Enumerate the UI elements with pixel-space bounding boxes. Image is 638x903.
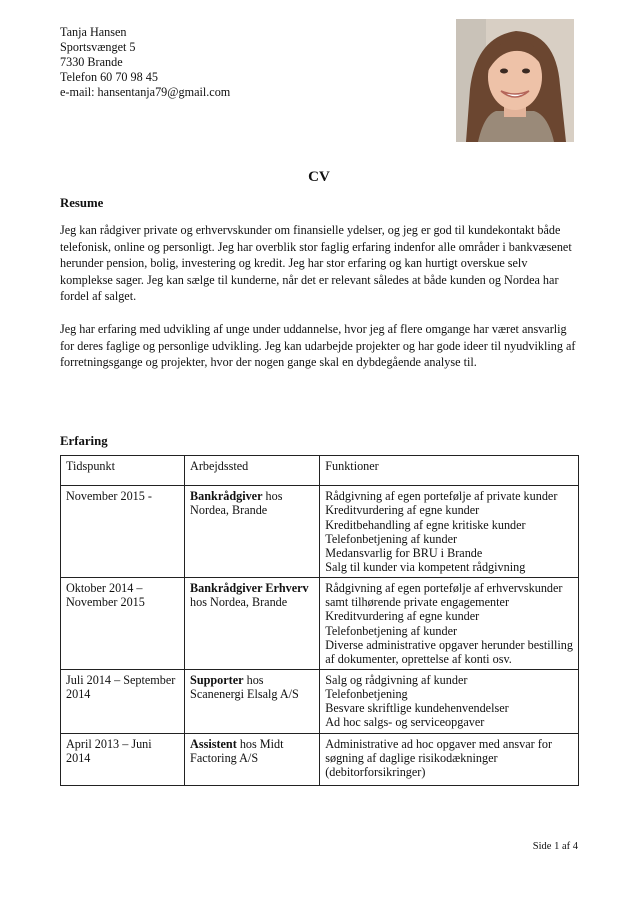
page-number: Side 1 af 4: [532, 841, 578, 852]
profile-photo: [456, 19, 574, 142]
function-item: Diverse administrative opgaver herunder bestilling: [325, 637, 573, 652]
function-item: Kreditvurdering af egne kunder: [325, 503, 480, 518]
workplace-name: hos Nordea, Brande: [190, 489, 283, 518]
table-row: [61, 669, 579, 733]
function-item: Kreditbehandling af egne kritiske kunder: [325, 517, 526, 532]
function-item: Salg og rådgivning af kunder: [325, 672, 468, 687]
contact-city: 7330 Brande: [60, 55, 123, 69]
period-cell: Oktober 2014 – November 2015: [61, 577, 185, 669]
function-item: Rådgivning af egen portefølje af private kunder: [325, 489, 558, 503]
function-item: samt tilhørende private engagementer: [325, 595, 510, 610]
function-item: (debitorforsikringer): [325, 765, 426, 780]
resume-paragraph-1: Jeg kan rådgiver private og erhvervskunder om finansielle ydelser, og jeg er god til kundekontakt både telefonisk, online og personligt. Jeg har overblik stor faglig erfaring indenfor alle områder i bankvæsenet herunder pension, bolig, investering og kredit. Jeg har stor erfaring og kan hurtigt overskue selv komplekse sager. Jeg kan sælge til kunderne, når det er relevant således at både kunden og Nordea har fordel af salget.: [60, 223, 572, 303]
functions-cell: [320, 577, 579, 669]
period-cell: November 2015 -: [61, 486, 185, 578]
workplace-cell: [185, 577, 320, 669]
period-cell: April 2013 – Juni 2014: [61, 733, 185, 785]
functions-cell: [320, 486, 579, 578]
function-item: af dokumenter, oprettelse af konti osv.: [325, 652, 512, 667]
workplace-name: hos Nordea, Brande: [190, 595, 288, 610]
table-header-row: [61, 456, 579, 486]
function-item: Rådgivning af egen portefølje af erhvervskunder: [325, 580, 563, 595]
header-period: Tidspunkt: [61, 456, 185, 486]
period-cell: Juli 2014 – September 2014: [61, 669, 185, 733]
experience-table: [60, 455, 579, 786]
portrait-image: [456, 19, 574, 142]
function-item: Telefonbetjening af kunder: [325, 531, 458, 546]
contact-block: [60, 25, 230, 100]
role-title: Bankrådgiver Erhverv: [190, 580, 309, 595]
function-item: Salg til kunder via kompetent rådgivning: [325, 560, 526, 575]
function-item: Telefonbetjening: [325, 686, 408, 701]
header-functions: Funktioner: [320, 456, 579, 486]
contact-name: Tanja Hansen: [60, 25, 127, 39]
resume-heading: Resume: [60, 196, 104, 210]
role-title: Bankrådgiver: [190, 489, 263, 503]
function-item: Administrative ad hoc opgaver med ansvar for: [325, 736, 552, 751]
function-item: Kreditvurdering af egne kunder: [325, 609, 480, 624]
contact-email: e-mail: hansentanja79@gmail.com: [60, 85, 231, 99]
contact-phone: Telefon 60 70 98 45: [60, 70, 158, 84]
document-title: CV: [308, 169, 330, 185]
function-item: Telefonbetjening af kunder: [325, 623, 458, 638]
resume-paragraph-2: Jeg har erfaring med udvikling af unge under uddannelse, hvor jeg af flere omgange har været ansvarlig for deres faglige og personlige udvikling. Jeg kan udarbejde projekter og har gode ideer til nyudvikling af forretningsgange og projekter, hvor der nogen gange skal en dybdegående analyse til.: [60, 322, 576, 369]
role-title: Assistent: [190, 736, 237, 751]
table-row: [61, 577, 579, 669]
functions-cell: [320, 669, 579, 733]
role-title: Supporter: [190, 672, 244, 687]
function-item: Besvare skriftlige kundehenvendelser: [325, 701, 509, 716]
workplace-cell: [185, 733, 320, 785]
function-item: Ad hoc salgs- og serviceopgaver: [325, 715, 485, 730]
functions-cell: [320, 733, 579, 785]
workplace-name: hos Scanenergi Elsalg A/S: [190, 672, 299, 701]
function-item: Medansvarlig for BRU i Brande: [325, 546, 483, 561]
header-workplace: Arbejdssted: [185, 456, 320, 486]
table-row: [61, 486, 579, 578]
workplace-cell: [185, 669, 320, 733]
workplace-name: hos Midt Factoring A/S: [190, 736, 284, 765]
function-item: søgning af daglige risikodækninger: [325, 750, 498, 765]
contact-street: Sportsvænget 5: [60, 40, 136, 54]
experience-heading: Erfaring: [60, 434, 108, 448]
table-row: [61, 733, 579, 785]
workplace-cell: [185, 486, 320, 578]
